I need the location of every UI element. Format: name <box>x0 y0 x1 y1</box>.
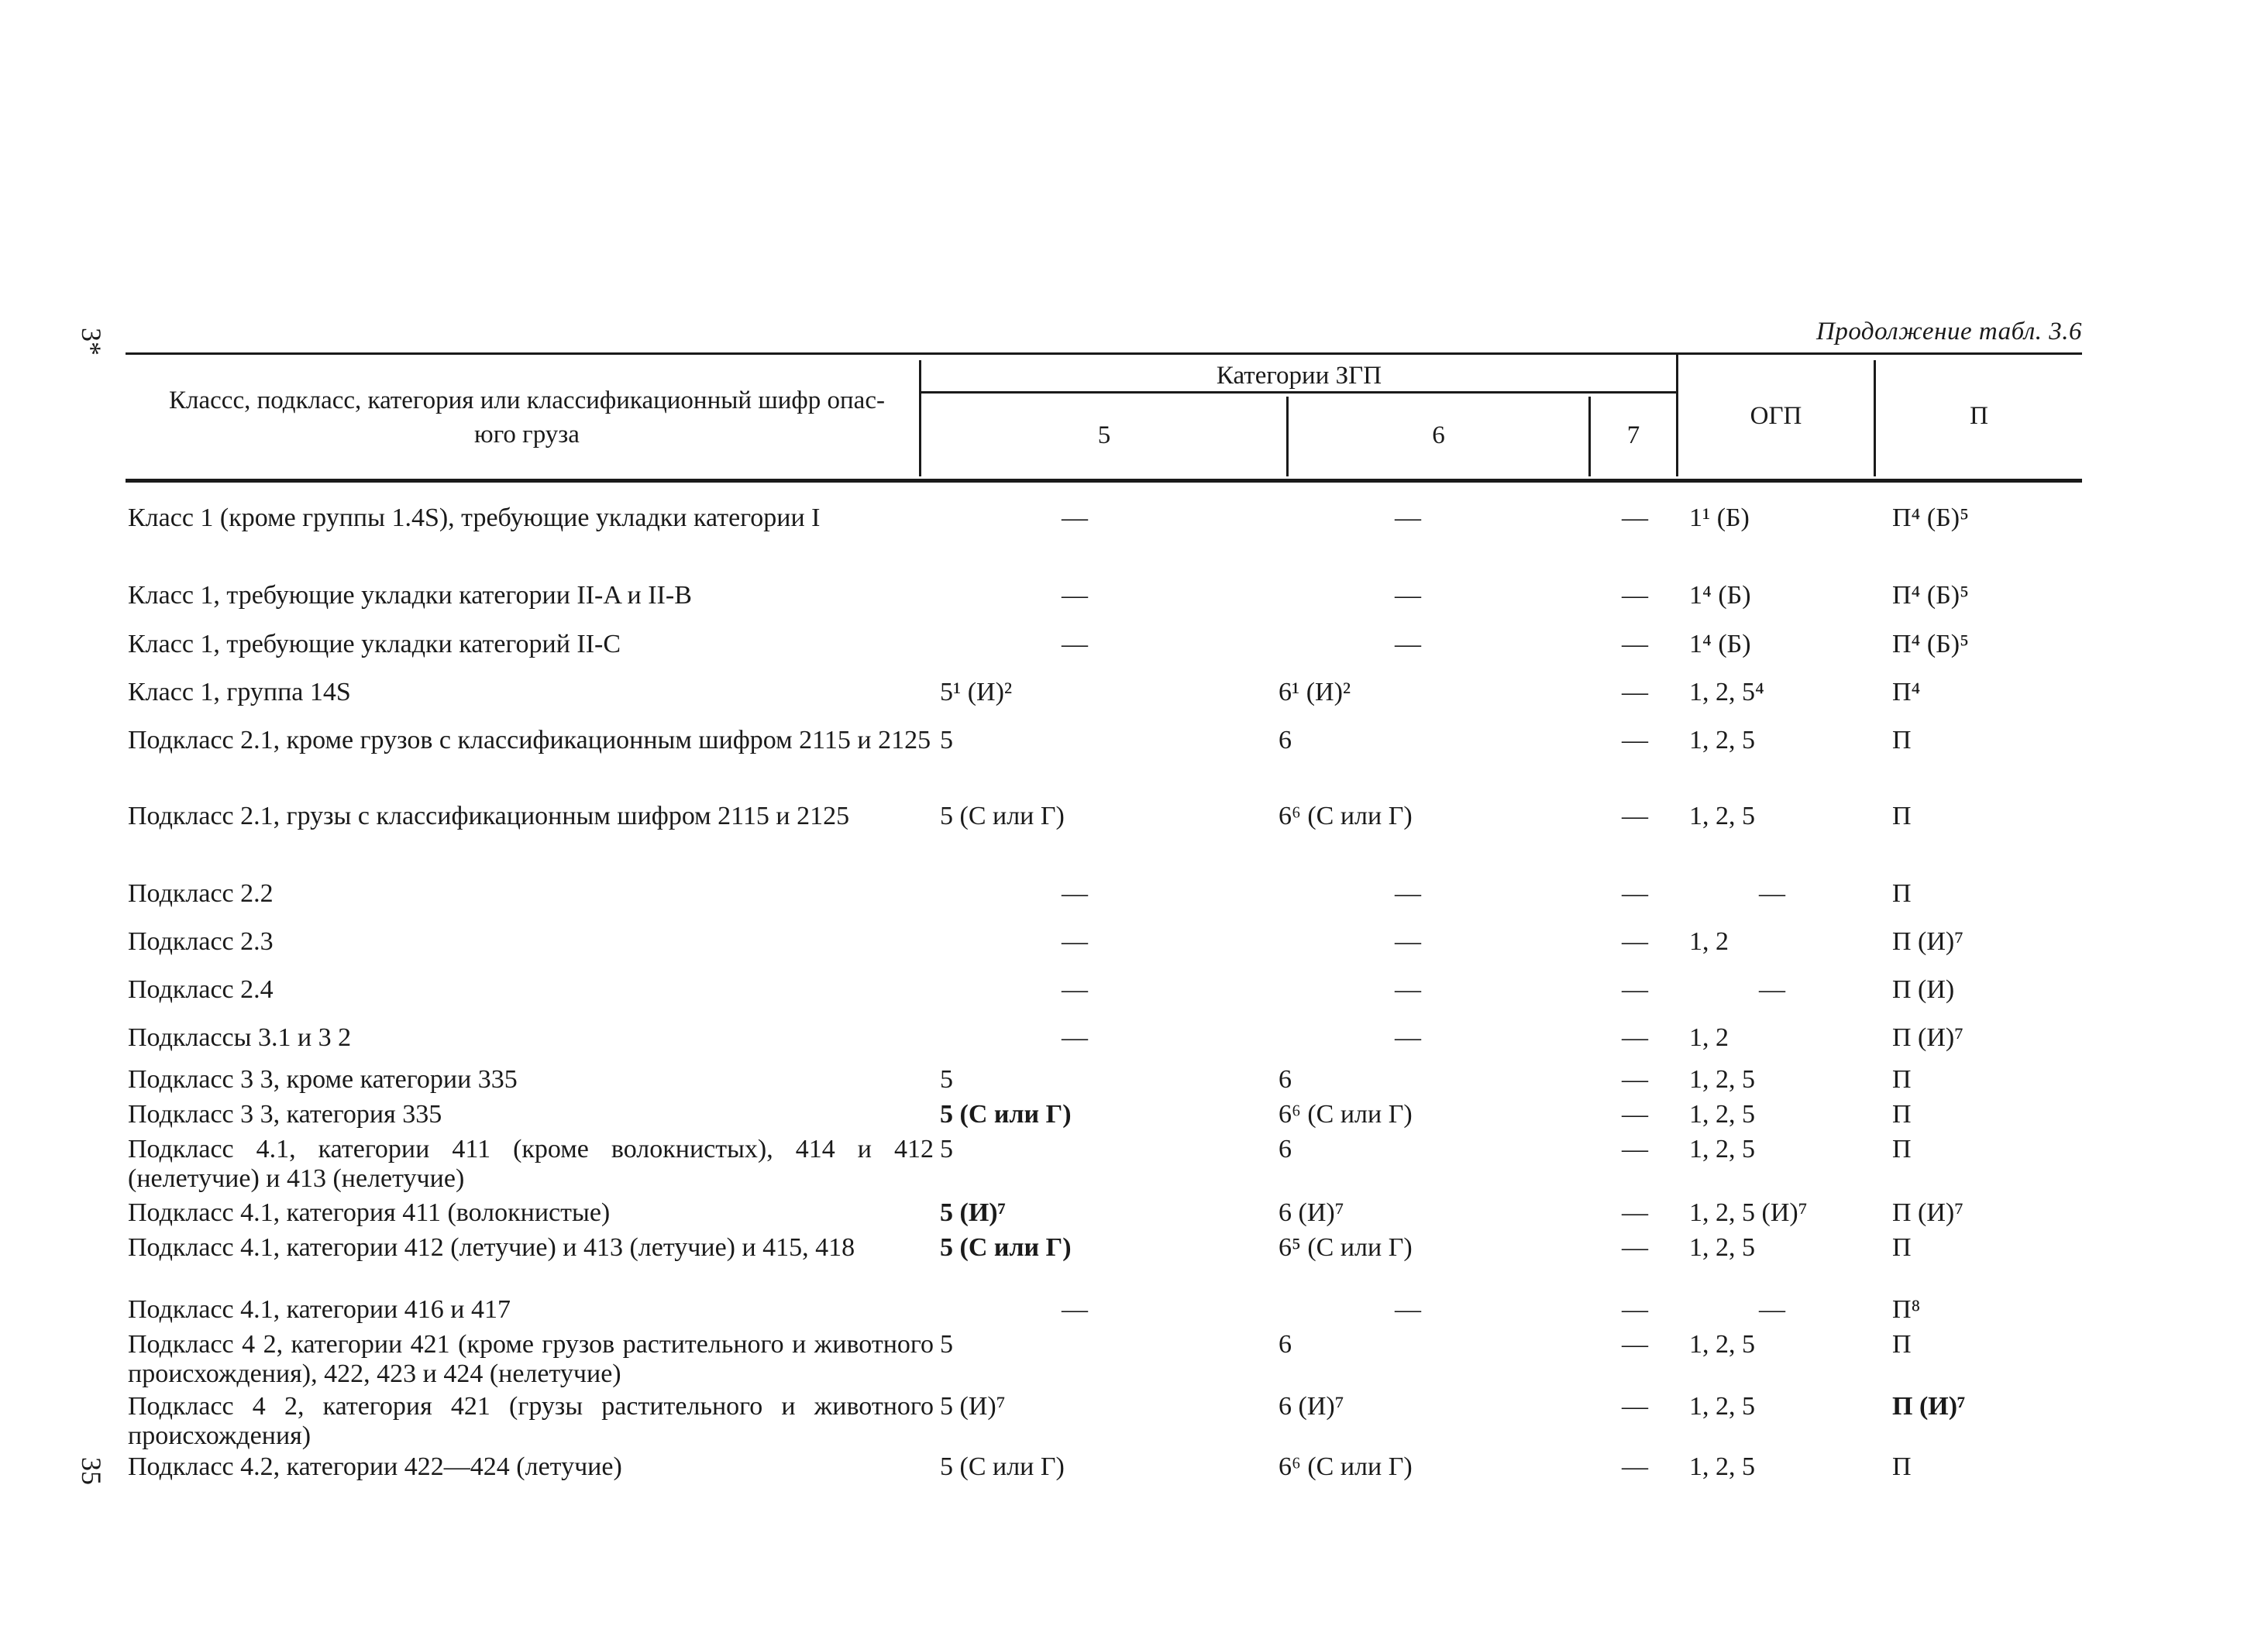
row-col-6: — <box>1395 1295 1421 1324</box>
row-ogp: 1, 2, 5 <box>1689 1135 1755 1163</box>
table-row <box>0 927 2268 974</box>
table-row <box>0 975 2268 1022</box>
row-col-6: — <box>1395 879 1421 908</box>
row-ogp: 1¹ (Б) <box>1689 504 1750 532</box>
header-p: П <box>1970 402 1988 430</box>
row-col-5: 5¹ (И)² <box>940 678 1013 706</box>
table-row <box>0 1233 2268 1280</box>
row-name: Подкласс 4 2, категория 421 (грузы растительного и животного происхождения) <box>128 1392 934 1450</box>
row-col-5: 5 (С или Г) <box>940 1233 1072 1262</box>
table-row <box>0 802 2268 848</box>
row-col-7: — <box>1622 927 1648 956</box>
row-col-6: — <box>1395 630 1421 658</box>
row-p: П⁴ (Б)⁵ <box>1892 630 1969 658</box>
table-row <box>0 1392 2268 1450</box>
row-ogp: 1, 2 <box>1689 927 1729 956</box>
row-col-7: — <box>1622 1295 1648 1324</box>
row-name: Подкласс 2.1, кроме грузов с классификационным шифром 2115 и 2125 <box>128 726 931 754</box>
table-row <box>0 879 2268 926</box>
row-col-6: 6⁶ (С или Г) <box>1279 1100 1413 1129</box>
table-top-rule <box>126 352 2082 355</box>
header-col-7: 7 <box>1626 421 1640 449</box>
row-col-6: 6 <box>1279 1065 1292 1094</box>
row-name: Подкласс 4.1, категории 416 и 417 <box>128 1295 511 1324</box>
table-row <box>0 1135 2268 1193</box>
row-p: П (И)⁷ <box>1892 927 1964 956</box>
row-p: П <box>1892 879 1912 908</box>
row-name: Класс 1, группа 14S <box>128 678 351 706</box>
row-col-6: 6 (И)⁷ <box>1279 1392 1344 1421</box>
row-col-6: — <box>1395 504 1421 532</box>
row-col-7: — <box>1622 1233 1648 1262</box>
row-col-5: — <box>1062 879 1088 908</box>
row-name: Подкласс 2.2 <box>128 879 274 908</box>
row-col-7: — <box>1622 581 1648 610</box>
table-row <box>0 581 2268 627</box>
row-col-6: 6⁶ (С или Г) <box>1279 802 1413 830</box>
row-p: П⁴ (Б)⁵ <box>1892 581 1969 610</box>
row-p: П <box>1892 1065 1912 1094</box>
row-col-6: 6¹ (И)² <box>1279 678 1351 706</box>
row-col-6: 6 <box>1279 1330 1292 1359</box>
row-col-7: — <box>1622 1330 1648 1359</box>
row-col-5: — <box>1062 975 1088 1004</box>
row-name: Подкласс 3 3, категория 335 <box>128 1100 442 1129</box>
table-row <box>0 678 2268 724</box>
row-name: Подкласс 4.1, категории 412 (летучие) и 413 (летучие) и 415, 418 <box>128 1233 855 1262</box>
row-name: Подкласс 4.2, категории 422—424 (летучие) <box>128 1452 622 1481</box>
row-ogp: 1, 2, 5⁴ <box>1689 678 1764 706</box>
header-class: Классс, подкласс, категория или классификационный шифр опас-юго груза <box>169 387 885 449</box>
table-row <box>0 1023 2268 1070</box>
row-p: П <box>1892 1135 1912 1163</box>
row-ogp: — <box>1759 879 1785 908</box>
row-p: П <box>1892 726 1912 754</box>
row-col-6: 6 (И)⁷ <box>1279 1198 1344 1227</box>
row-p: П <box>1892 1452 1912 1481</box>
row-col-6: 6⁵ (С или Г) <box>1279 1233 1413 1262</box>
row-p: П (И)⁷ <box>1892 1023 1964 1052</box>
row-name: Подклассы 3.1 и 3 2 <box>128 1023 352 1052</box>
row-p: П⁴ <box>1892 678 1921 706</box>
row-col-7: — <box>1622 802 1648 830</box>
row-ogp: 1, 2, 5 <box>1689 802 1755 830</box>
row-ogp: 1, 2, 5 <box>1689 1392 1755 1421</box>
row-col-7: — <box>1622 1198 1648 1227</box>
row-col-5: 5 <box>940 726 953 754</box>
col-divider-1 <box>919 360 921 476</box>
row-col-5: 5 <box>940 1330 953 1359</box>
row-name: Подкласс 4.1, категория 411 (волокнистые) <box>128 1198 611 1227</box>
row-name: Подкласс 2.3 <box>128 927 274 956</box>
row-p: П <box>1892 802 1912 830</box>
table-row <box>0 726 2268 772</box>
header-col-5: 5 <box>1097 421 1111 449</box>
row-ogp: 1⁴ (Б) <box>1689 581 1751 610</box>
row-col-7: — <box>1622 678 1648 706</box>
row-col-7: — <box>1622 504 1648 532</box>
row-col-7: — <box>1622 1100 1648 1129</box>
row-p: П <box>1892 1100 1912 1129</box>
row-p: П⁸ <box>1892 1295 1921 1324</box>
row-col-5: — <box>1062 1023 1088 1052</box>
row-ogp: 1⁴ (Б) <box>1689 630 1751 658</box>
row-col-6: — <box>1395 1023 1421 1052</box>
row-col-5: — <box>1062 927 1088 956</box>
row-col-6: — <box>1395 927 1421 956</box>
row-col-6: 6⁶ (С или Г) <box>1279 1452 1413 1481</box>
row-col-7: — <box>1622 975 1648 1004</box>
row-ogp: 1, 2, 5 <box>1689 1330 1755 1359</box>
header-category-group: Категории ЗГП <box>1216 362 1382 390</box>
row-ogp: 1, 2, 5 <box>1689 1065 1755 1094</box>
table-row <box>0 1452 2268 1499</box>
page-number-top: 3* <box>76 328 107 356</box>
table-row <box>0 1330 2268 1388</box>
row-ogp: 1, 2 <box>1689 1023 1729 1052</box>
row-col-5: 5 <box>940 1135 953 1163</box>
table-row <box>0 630 2268 676</box>
row-col-5: — <box>1062 581 1088 610</box>
row-name: Класс 1 (кроме группы 1.4S), требующие укладки категории I <box>128 504 821 532</box>
row-col-5: — <box>1062 1295 1088 1324</box>
row-name: Подкласс 4 2, категории 421 (кроме грузов растительного и животного происхождения), 422, 423 и 424 (нелетучие) <box>128 1330 934 1388</box>
row-col-6: — <box>1395 975 1421 1004</box>
row-name: Подкласс 4.1, категории 411 (кроме волокнистых), 414 и 412 (нелетучие) и 413 (нелетучие) <box>128 1135 934 1193</box>
row-col-6: — <box>1395 581 1421 610</box>
row-col-7: — <box>1622 630 1648 658</box>
row-col-5: — <box>1062 504 1088 532</box>
row-col-5: 5 (С или Г) <box>940 802 1065 830</box>
row-col-6: 6 <box>1279 1135 1292 1163</box>
row-ogp: 1, 2, 5 <box>1689 1100 1755 1129</box>
row-name: Подкласс 3 3, кроме категории 335 <box>128 1065 518 1094</box>
row-col-5: 5 <box>940 1065 953 1094</box>
row-col-5: 5 (С или Г) <box>940 1100 1072 1129</box>
row-col-5: 5 (И)⁷ <box>940 1392 1006 1421</box>
row-ogp: 1, 2, 5 (И)⁷ <box>1689 1198 1808 1227</box>
row-col-7: — <box>1622 1135 1648 1163</box>
table-row <box>0 504 2268 550</box>
row-p: П⁴ (Б)⁵ <box>1892 504 1969 532</box>
row-p: П <box>1892 1330 1912 1359</box>
row-name: Класс 1, требующие укладки категорий II-C <box>128 630 621 658</box>
row-col-7: — <box>1622 1452 1648 1481</box>
row-col-5: 5 (С или Г) <box>940 1452 1065 1481</box>
row-ogp: 1, 2, 5 <box>1689 1452 1755 1481</box>
row-p: П (И)⁷ <box>1892 1198 1964 1227</box>
row-p: П (И)⁷ <box>1892 1392 1966 1421</box>
row-name: Класс 1, требующие укладки категории II-A и II-B <box>128 581 692 610</box>
page-number-bottom: 35 <box>76 1457 107 1485</box>
header-col-6: 6 <box>1432 421 1445 449</box>
row-col-6: 6 <box>1279 726 1292 754</box>
header-ogp: ОГП <box>1750 402 1802 430</box>
row-col-7: — <box>1622 1023 1648 1052</box>
row-ogp: — <box>1759 1295 1785 1324</box>
row-ogp: — <box>1759 975 1785 1004</box>
row-p: П <box>1892 1233 1912 1262</box>
row-col-7: — <box>1622 1065 1648 1094</box>
row-col-5: 5 (И)⁷ <box>940 1198 1006 1227</box>
row-name: Подкласс 2.4 <box>128 975 274 1004</box>
row-ogp: 1, 2, 5 <box>1689 1233 1755 1262</box>
header-bottom-rule <box>126 479 2082 483</box>
row-col-5: — <box>1062 630 1088 658</box>
row-name: Подкласс 2.1, грузы с классификационным шифром 2115 и 2125 <box>128 802 850 830</box>
row-p: П (И) <box>1892 975 1955 1004</box>
table-caption: Продолжение табл. 3.6 <box>1816 318 2082 345</box>
row-col-7: — <box>1622 1392 1648 1421</box>
row-ogp: 1, 2, 5 <box>1689 726 1755 754</box>
row-col-7: — <box>1622 726 1648 754</box>
row-col-7: — <box>1622 879 1648 908</box>
